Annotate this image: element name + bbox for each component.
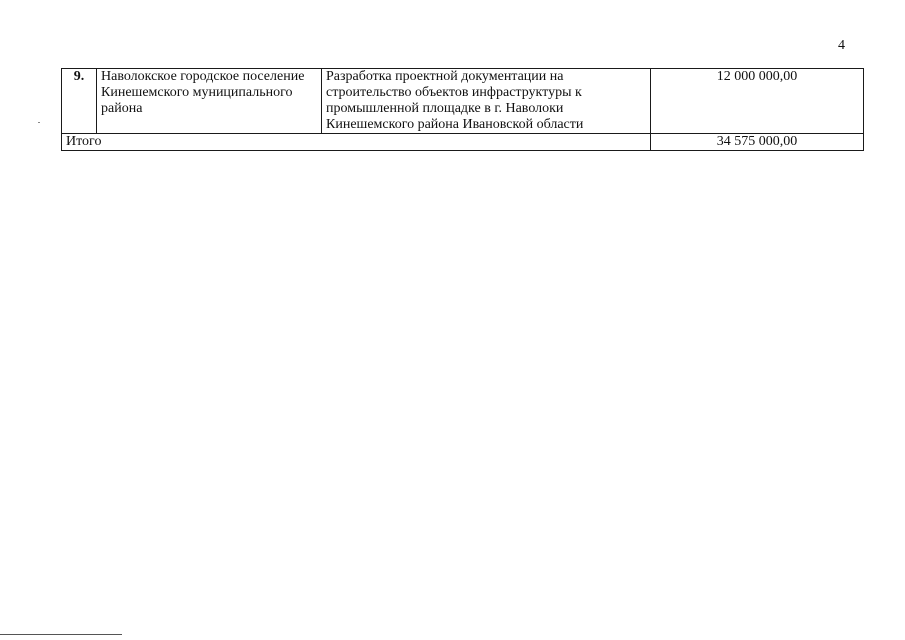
amount-cell: 12 000 000,00 <box>651 69 864 134</box>
total-label-cell: Итого <box>62 134 651 151</box>
description-cell: Разработка проектной документации на строительство объектов инфраструктуры к промышленной площадке в г. Наволоки Кинешемского района Ивановской области <box>322 69 651 134</box>
total-row <box>62 134 864 151</box>
row-number-cell: 9. <box>62 69 97 134</box>
footer-rule <box>0 634 122 635</box>
table-row <box>62 69 864 134</box>
organization-cell: Наволокское городское поселение Кинешемского муниципального района <box>97 69 322 134</box>
total-amount-cell: 34 575 000,00 <box>651 134 864 151</box>
funding-table <box>61 68 864 151</box>
page-number: 4 <box>838 38 845 53</box>
scan-artifact <box>38 122 40 123</box>
